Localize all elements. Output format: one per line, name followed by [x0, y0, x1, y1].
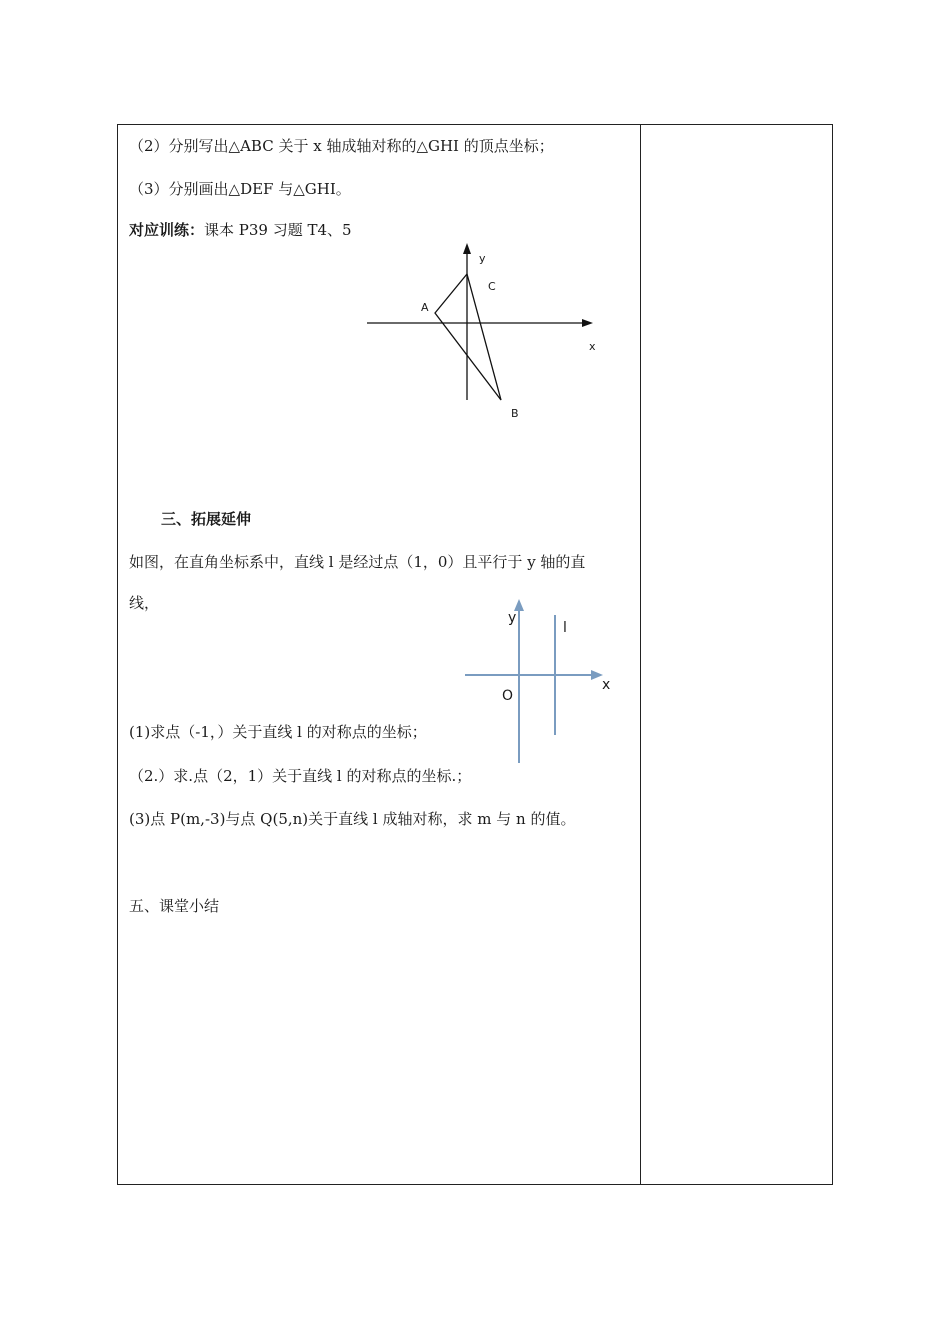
fig2-o-label: O [502, 688, 514, 704]
fig2-l-label: l [563, 620, 567, 636]
fig1-c-label: C [488, 280, 496, 293]
x-axis-arrow [582, 319, 593, 327]
practice-text: 课本 P39 习题 T4、5 [204, 221, 352, 239]
fig1-b-label: B [511, 407, 519, 420]
y-axis-arrow [463, 243, 471, 254]
fig2-y-label: y [508, 610, 517, 626]
triangle-figure [360, 240, 610, 430]
practice-line [129, 220, 352, 240]
practice-label: 对应训练： [129, 221, 205, 239]
question-3: （3）分别画出△DEF 与△GHI。 [129, 180, 351, 198]
extension-intro: 如图，在直角坐标系中，直线 l 是经过点（1，0）且平行于 y 轴的直 [129, 553, 586, 571]
section-3-heading: 三、拓展延伸 [161, 510, 252, 528]
fig1-x-label: x [589, 340, 596, 353]
fig2-x-label: x [602, 677, 611, 693]
fig1-a-label: A [421, 301, 429, 314]
line-l-figure [460, 595, 610, 770]
column-divider [640, 124, 641, 1185]
extension-q3: (3)点 P(m,-3)与点 Q(5,n)关于直线 l 成轴对称，求 m 与 n 的值。 [129, 810, 576, 828]
fig1-y-label: y [479, 252, 486, 265]
extension-intro-cont: 线， [129, 594, 160, 612]
section-5-heading: 五、课堂小结 [129, 897, 220, 915]
extension-q2: （2.）求.点（2，1）关于直线 l 的对称点的坐标.； [129, 767, 472, 785]
extension-q1: (1)求点（-1，）关于直线 l 的对称点的坐标； [129, 723, 427, 741]
question-2: （2）分别写出△ABC 关于 x 轴成轴对称的△GHI 的顶点坐标； [129, 137, 554, 155]
